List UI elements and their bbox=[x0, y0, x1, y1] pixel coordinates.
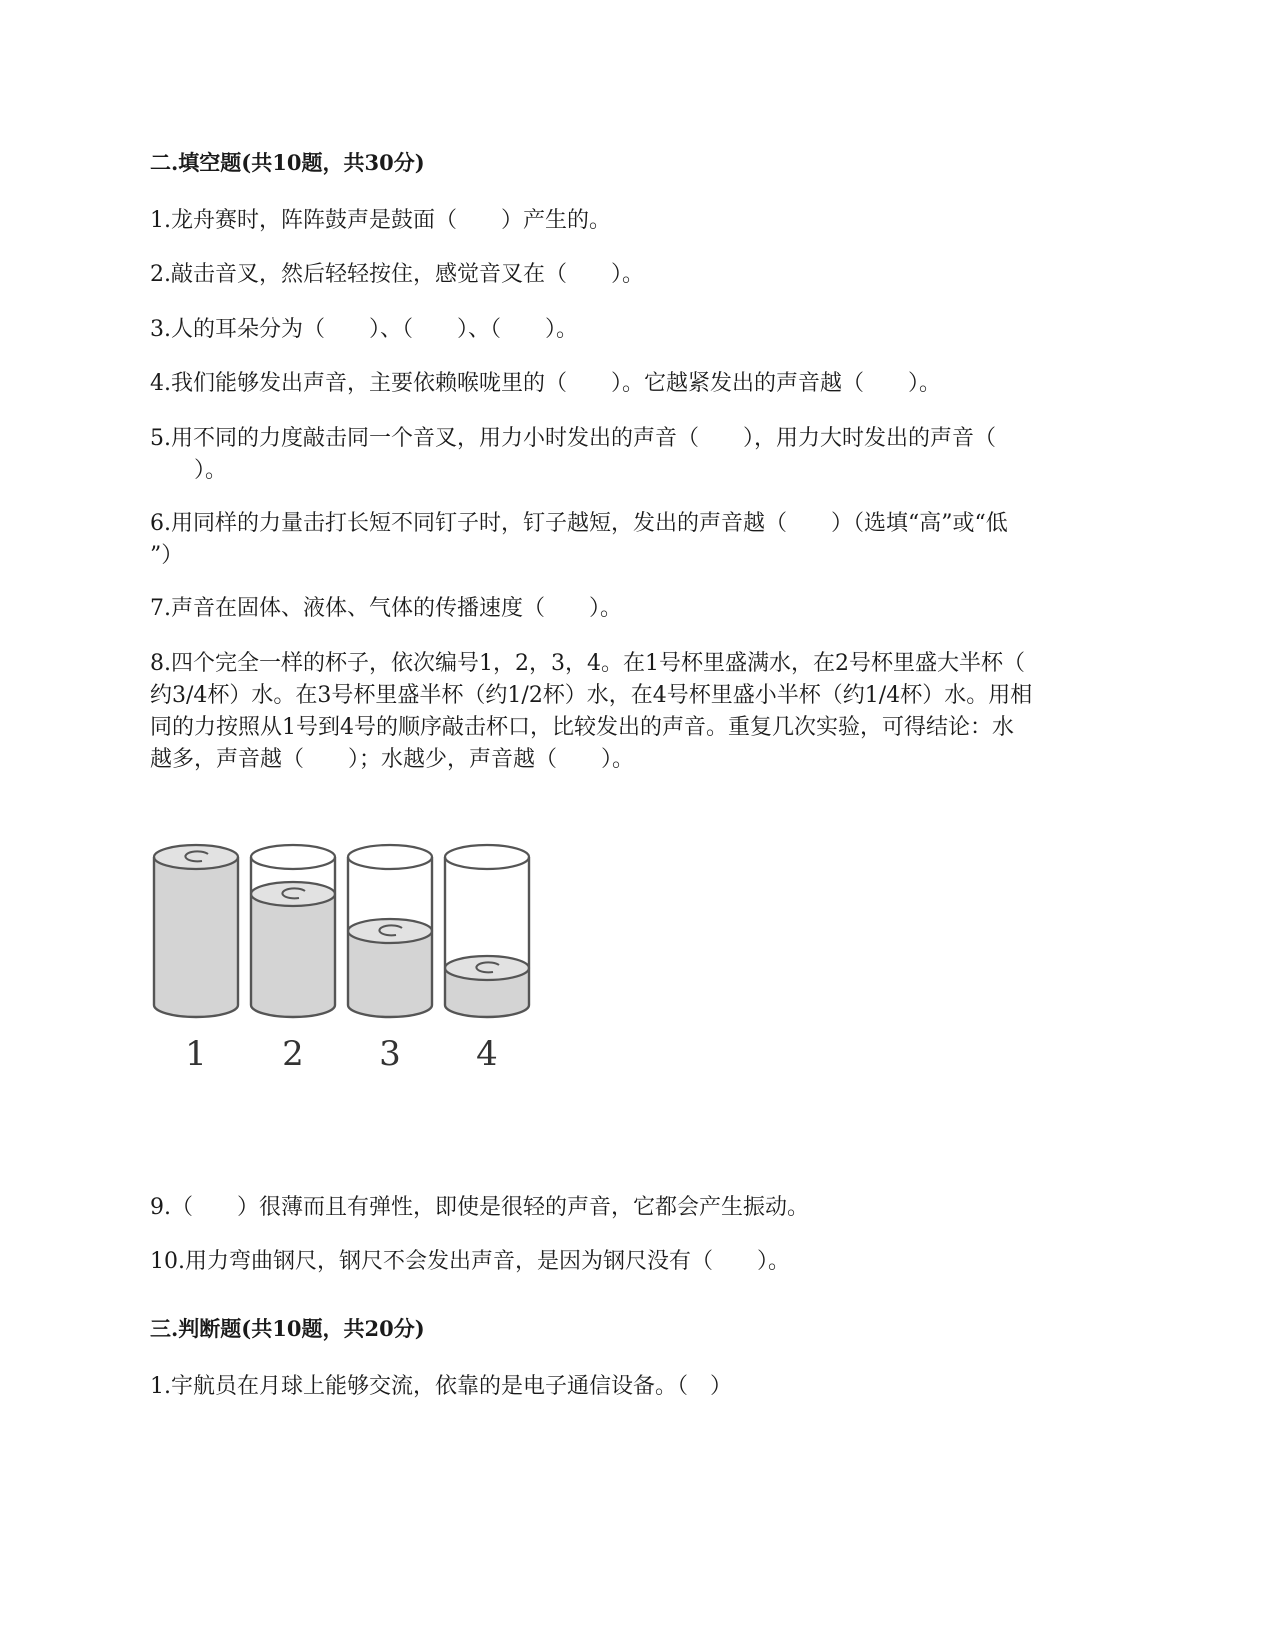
cup-4 bbox=[445, 845, 529, 1074]
question-2: 2.敲击音叉，然后轻轻按住，感觉音叉在（ ）。 bbox=[150, 262, 644, 287]
question-9: 9.（ ）很薄而且有弹性，即使是很轻的声音，它都会产生振动。 bbox=[150, 1195, 809, 1220]
question-10: 10.用力弯曲钢尺，钢尺不会发出声音，是因为钢尺没有（ ）。 bbox=[150, 1249, 790, 1274]
cup-2-water-surface bbox=[251, 882, 335, 906]
judge-question-1: 1.宇航员在月球上能够交流，依靠的是电子通信设备。（ ） bbox=[150, 1374, 732, 1399]
question-8-line-2: 约3/4杯）水。在3号杯里盛半杯（约1/2杯）水，在4号杯里盛小半杯（约1/4杯）水。用相 bbox=[150, 683, 1033, 708]
water-cups-diagram bbox=[150, 835, 570, 1125]
cup-1-label: 1 bbox=[185, 1034, 207, 1074]
question-8 bbox=[150, 648, 1130, 776]
question-3: 3.人的耳朵分为（ ）、（ ）、（ ）。 bbox=[150, 317, 578, 342]
fill-blank-section-heading: 二.填空题(共10题，共30分) bbox=[150, 150, 425, 175]
question-6-line-2: ”） bbox=[150, 543, 184, 568]
cup-2-label: 2 bbox=[282, 1034, 304, 1074]
question-5-line-1: 5.用不同的力度敲击同一个音叉，用力小时发出的声音（ ），用力大时发出的声音（ bbox=[150, 426, 996, 451]
question-4: 4.我们能够发出声音，主要依赖喉咙里的（ ）。它越紧发出的声音越（ ）。 bbox=[150, 371, 941, 396]
question-5 bbox=[150, 423, 1130, 487]
cup-2-water bbox=[251, 894, 335, 1017]
water-cups-figure bbox=[150, 835, 570, 1125]
cup-2-rim bbox=[251, 845, 335, 869]
cup-1 bbox=[154, 845, 238, 1074]
cup-1-water-surface bbox=[154, 845, 238, 869]
cup-1-water bbox=[154, 857, 238, 1017]
question-8-line-1: 8.四个完全一样的杯子，依次编号1，2，3，4。在1号杯里盛满水，在2号杯里盛大半杯（ bbox=[150, 651, 1025, 676]
question-8-line-3: 同的力按照从1号到4号的顺序敲击杯口，比较发出的声音。重复几次实验，可得结论：水 bbox=[150, 715, 1014, 740]
cup-4-label: 4 bbox=[476, 1034, 498, 1074]
cup-3-rim bbox=[348, 845, 432, 869]
judge-section-heading: 三.判断题(共10题，共20分) bbox=[150, 1316, 425, 1341]
question-6 bbox=[150, 508, 1130, 572]
cup-4-rim bbox=[445, 845, 529, 869]
cup-3-water-surface bbox=[348, 919, 432, 943]
cup-3 bbox=[348, 845, 432, 1074]
question-5-line-2: ）。 bbox=[150, 458, 228, 483]
cup-4-water-surface bbox=[445, 956, 529, 980]
question-6-line-1: 6.用同样的力量击打长短不同钉子时，钉子越短，发出的声音越（ ）（选填“高”或“低 bbox=[150, 511, 1008, 536]
cup-3-label: 3 bbox=[379, 1034, 401, 1074]
question-1: 1.龙舟赛时，阵阵鼓声是鼓面（ ）产生的。 bbox=[150, 208, 611, 233]
question-7: 7.声音在固体、液体、气体的传播速度（ ）。 bbox=[150, 596, 622, 621]
question-8-line-4: 越多，声音越（ ）；水越少，声音越（ ）。 bbox=[150, 747, 635, 772]
cup-2 bbox=[251, 845, 335, 1074]
